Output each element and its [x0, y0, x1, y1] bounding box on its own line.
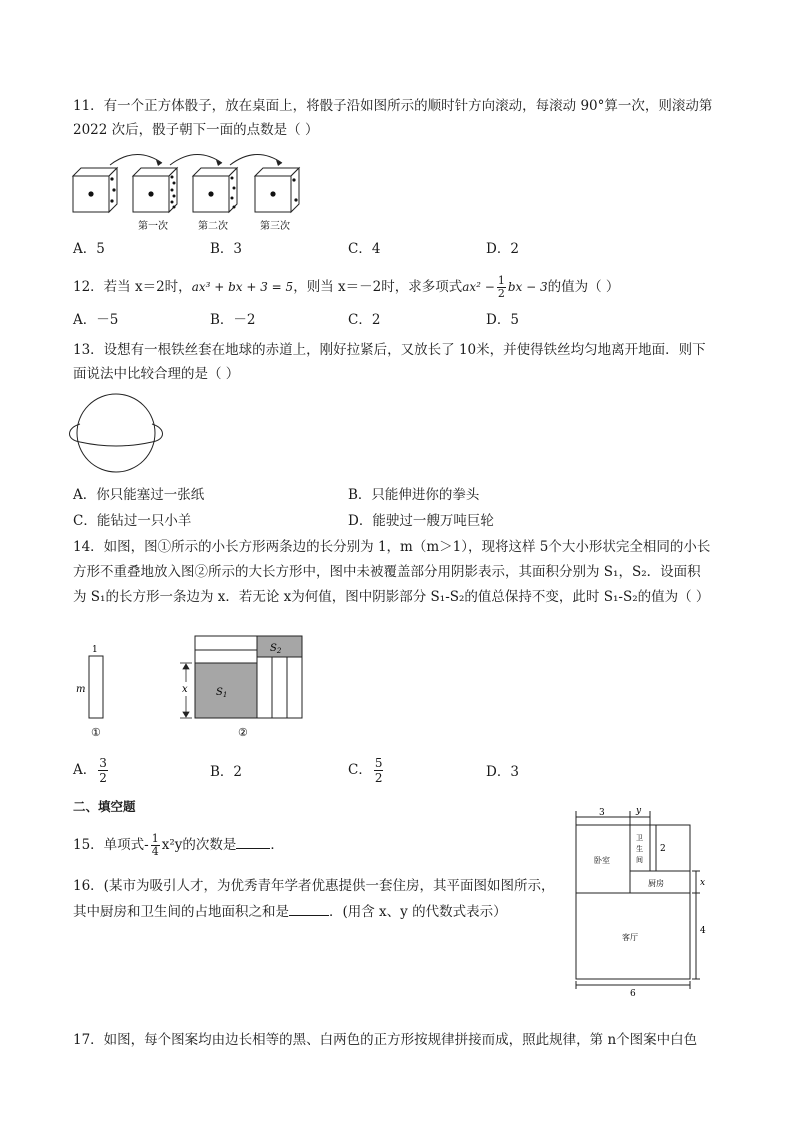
- roll-arrow-1: [110, 154, 162, 165]
- q14-option-c: C． $\frac{5}{2}$: [348, 756, 383, 785]
- s1-label: $S_1$: [216, 687, 228, 699]
- q11-option-c: C．4: [348, 241, 381, 257]
- s2-label: $S_2$: [270, 643, 282, 655]
- plan-dim-y: y: [636, 806, 642, 816]
- floor-plan-figure: [560, 805, 720, 1000]
- q13-line1: 13．设想有一根铁丝套在地球的赤道上，刚好拉紧后，又放长了 10米，并使得铁丝均匀地离开地面．则下: [73, 342, 706, 358]
- die-initial: [73, 168, 117, 212]
- q15-stem: 15．单项式- $\frac{1}{4}$ x²y的次数是 ．: [73, 832, 284, 858]
- q17-line1: 17．如图，每个图案均由边长相等的黑、白两色的正方形按规律拼接而成，照此规律，第 n个图案中白色: [73, 1032, 698, 1048]
- q12-expr2b: bx − 3: [507, 280, 548, 294]
- q11-line1: 11．有一个正方体骰子，放在桌面上，将骰子沿如图所示的顺时针方向滚动，每滚动 90°算一次，则滚动第: [73, 98, 713, 114]
- roll-label-3: 第三次: [260, 221, 290, 232]
- plan-dim-4: 4: [700, 926, 706, 936]
- large-rectangle: [195, 636, 302, 718]
- q16-line2: 其中厨房和卫生间的占地面积之和是 ．(用含 x、y 的代数式表示）: [73, 904, 507, 920]
- q14-option-a: A． $\frac{3}{2}$: [73, 756, 107, 785]
- die-third-roll: [255, 168, 299, 212]
- q15-fraction: $\frac{1}{4}$: [151, 832, 159, 858]
- plan-dim-2: 2: [660, 844, 666, 854]
- plan-living-room: 客厅: [622, 933, 638, 942]
- q13-option-b: B．只能伸进你的拳头: [348, 487, 480, 503]
- small-rectangle: [89, 656, 103, 718]
- dice-rolling-figure: [68, 143, 318, 235]
- q12-fraction: $\frac{1}{2}$: [497, 274, 505, 300]
- plan-bath-2: 生: [636, 845, 643, 853]
- plan-dim-x: x: [700, 878, 706, 888]
- q13-option-c: C．能钻过一只小羊: [73, 513, 192, 529]
- rectangle-figures: [70, 630, 310, 745]
- q12-suffix: 的值为（ ）: [547, 279, 620, 295]
- fig2-caption: ②: [238, 726, 248, 739]
- q13-option-a: A．你只能塞过一张纸: [73, 487, 205, 503]
- x-label: x: [182, 684, 188, 695]
- plan-bedroom: 卧室: [594, 856, 610, 865]
- q12-option-d: D．5: [486, 312, 519, 328]
- q15-monomial: x²y: [161, 837, 183, 853]
- section-fill-in-title: 二、填空题: [73, 799, 136, 814]
- q14-line1: 14．如图，图①所示的小长方形两条边的长分别为 1，m（m＞1），现将这样 5个大小形状完全相同的小长: [73, 539, 711, 555]
- plan-dim-3: 3: [599, 808, 605, 818]
- plan-bath-3: 间: [636, 856, 643, 864]
- q12-option-a: A．－5: [73, 312, 119, 328]
- plan-dim-6: 6: [630, 989, 636, 999]
- q14-option-d: D．3: [486, 764, 519, 780]
- die-second-roll: [193, 168, 237, 212]
- q11-option-a: A．5: [73, 241, 105, 257]
- q11-line2: 2022 次后，骰子朝下一面的点数是（ ）: [73, 122, 319, 138]
- q11-option-d: D．2: [486, 241, 519, 257]
- q13-option-d: D．能驶过一艘万吨巨轮: [348, 513, 494, 529]
- fig1-side-label: m: [76, 684, 86, 695]
- q13-line2: 面说法中比较合理的是（ ）: [73, 366, 240, 382]
- roll-label-1: 第一次: [138, 221, 168, 232]
- plan-kitchen: 厨房: [648, 879, 664, 888]
- fig1-top-label: 1: [92, 645, 98, 655]
- die-first-roll: [133, 168, 177, 212]
- q12-expr1: ax³ + bx + 3 = 5: [191, 280, 294, 294]
- q16-line1: 16．(某市为吸引人才，为优秀青年学者优惠提供一套住房，其平面图如图所示，: [73, 878, 555, 894]
- q12-mid: ，则当 x＝－2时，求多项式: [293, 279, 463, 295]
- q15-answer-blank[interactable]: [236, 836, 270, 849]
- q12-prefix: 12．若当 x＝2时，: [73, 279, 192, 295]
- q14-line2: 方形不重叠地放入图②所示的大长方形中，图中未被覆盖部分用阴影表示，其面积分别为 S₁，S₂．设面积: [73, 564, 701, 580]
- earth-wire-figure: [68, 390, 168, 480]
- roll-arrow-2: [170, 154, 222, 165]
- q14-option-b: B．2: [210, 764, 243, 780]
- plan-bath-1: 卫: [636, 834, 643, 842]
- q12-expr2a: ax² −: [462, 280, 495, 294]
- q14-line3: 为 S₁的长方形一条边为 x．若无论 x为何值，图中阴影部分 S₁-S₂的值总保持不变，此时 S₁-S₂的值为（ ）: [73, 589, 710, 605]
- q12-stem: [73, 275, 619, 300]
- q16-answer-blank[interactable]: [289, 903, 329, 916]
- fig1-caption: ①: [91, 726, 101, 739]
- roll-label-2: 第二次: [198, 221, 228, 232]
- roll-arrow-3: [230, 154, 282, 165]
- q12-option-b: B．－2: [210, 312, 256, 328]
- q11-option-b: B．3: [210, 241, 243, 257]
- q12-option-c: C．2: [348, 312, 381, 328]
